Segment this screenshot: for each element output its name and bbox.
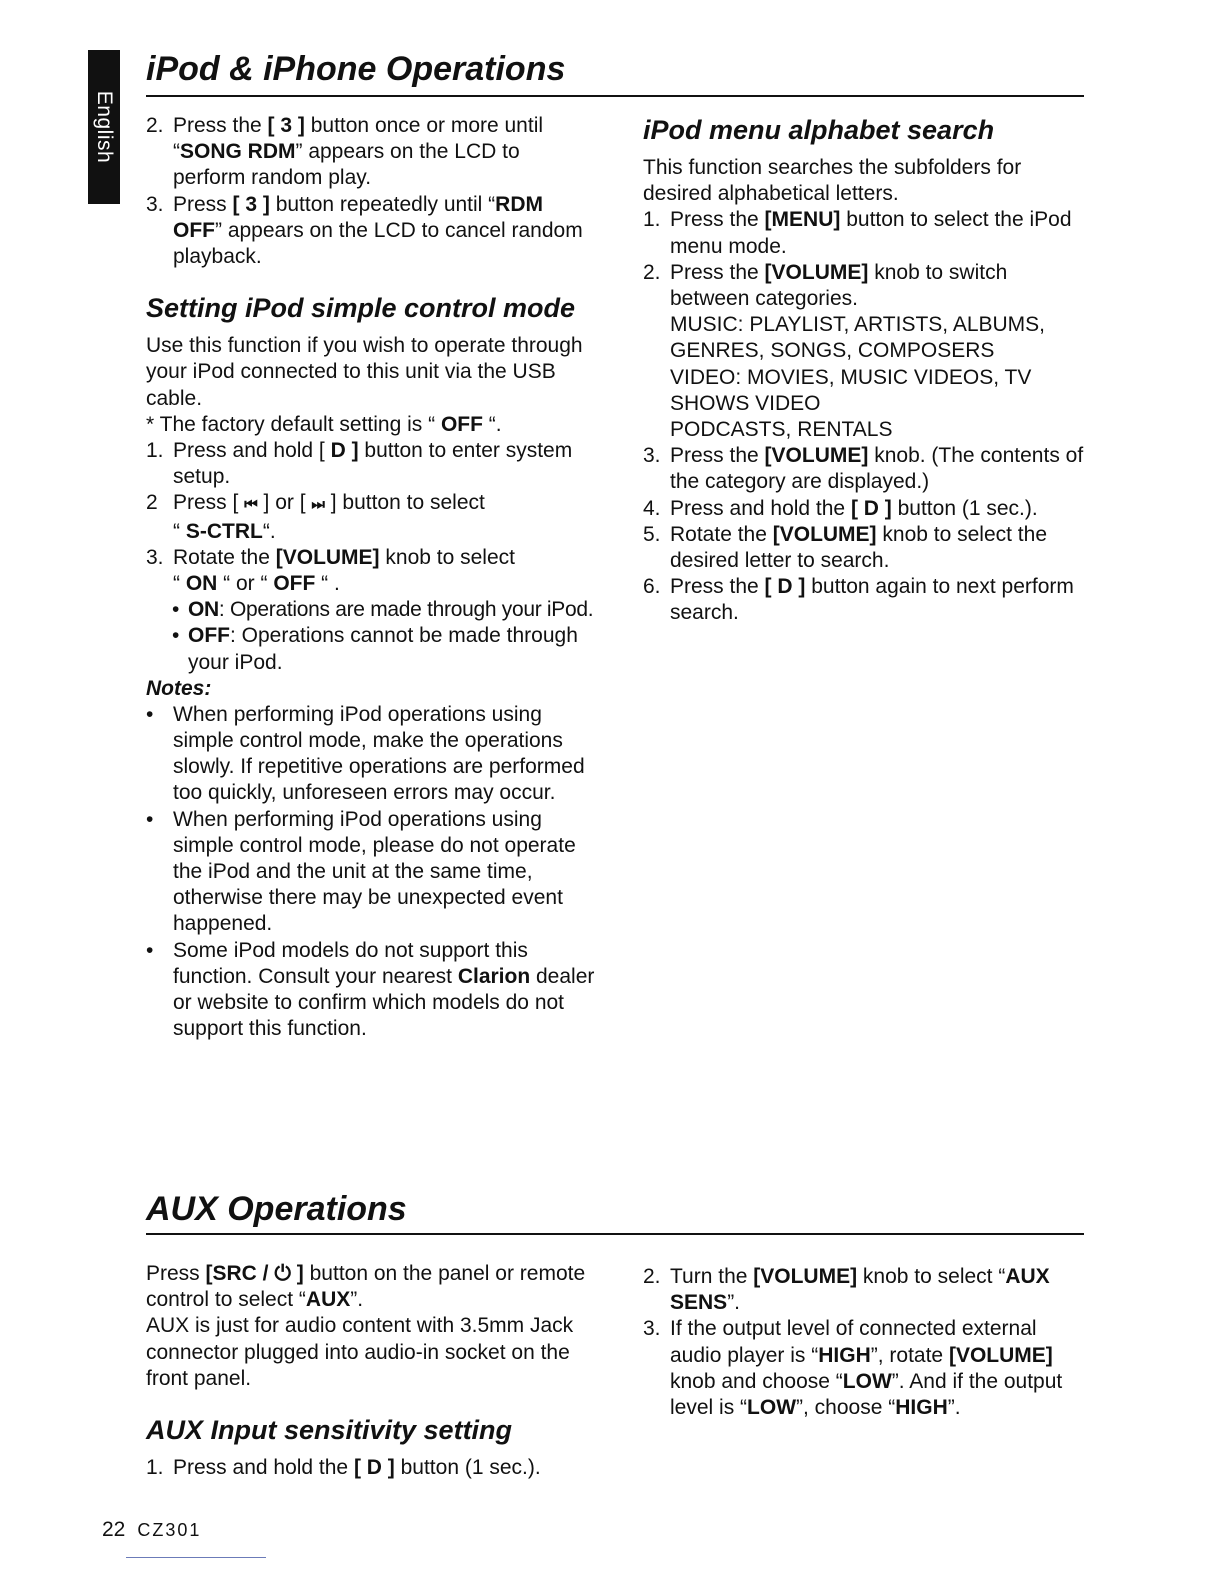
- ipod-section-title: iPod & iPhone Operations: [146, 50, 566, 88]
- alpha-step-4: 4. Press and hold the [ D ] button (1 sec.).: [643, 496, 1038, 520]
- note-1: • When performing iPod operations using simple control mode, make the operations slowly. If repetitive operations are performed too quickly, unforeseen errors may occur.: [146, 702, 585, 805]
- random-step-3: 3. Press [ 3 ] button repeatedly until “RDM OFF” appears on the LCD to cancel random playback.: [146, 192, 583, 269]
- simple-control-heading: Setting iPod simple control mode: [146, 293, 576, 324]
- model-name: CZ301: [137, 1520, 202, 1540]
- aux-jack-text: AUX is just for audio content with 3.5mm Jack connector plugged into audio-in socket on the front panel.: [146, 1314, 574, 1390]
- category-podcasts: PODCASTS, RENTALS: [670, 418, 893, 442]
- ipod-right-column: [643, 114, 1088, 627]
- simple-step-2: 2 Press [ ⏮ ] or [ ⏭ ] button to select “ S-CTRL“.: [146, 491, 485, 543]
- alpha-step-1: 1. Press the [MENU] button to select the iPod menu mode.: [643, 208, 1072, 258]
- factory-default-note: * The factory default setting is “ OFF “.: [146, 412, 502, 436]
- ipod-title-rule: [146, 95, 1084, 97]
- aux-left-column: [146, 1261, 591, 1481]
- aux-section-title: AUX Operations: [146, 1190, 407, 1228]
- aux-step-3: 3. If the output level of connected external audio player is “HIGH”, rotate [VOLUME] knob and choose “LOW”. And if the output level is “LOW”, choose “HIGH”.: [643, 1317, 1063, 1420]
- ipod-left-column: [146, 113, 596, 1043]
- alpha-step-3: 3. Press the [VOLUME] knob. (The contents of the category are displayed.): [643, 444, 1084, 494]
- aux-step-2: 2. Turn the [VOLUME] knob to select “AUX SENS”.: [643, 1265, 1050, 1315]
- aux-step-1: 1. Press and hold the [ D ] button (1 sec.).: [146, 1456, 541, 1480]
- aux-sensitivity-heading: AUX Input sensitivity setting: [146, 1415, 513, 1446]
- simple-step-3: 3. Rotate the [VOLUME] knob to select “ ON “ or “ OFF “ .: [146, 545, 515, 596]
- prev-track-icon: ⏮: [244, 496, 258, 514]
- next-track-icon: ⏭: [311, 496, 325, 514]
- alpha-step-2: 2. Press the [VOLUME] knob to switch between categories. MUSIC: PLAYLIST, ARTISTS, ALBUMS, GENRES, SONGS, COMPOSERS VIDEO: MOVIES, MUSIC VIDEOS, TV SHOWS VIDEO PODCASTS, RENTALS: [643, 260, 1088, 443]
- footer-line: [126, 1557, 266, 1558]
- page-footer: [102, 1518, 201, 1542]
- off-option: • OFF: Operations cannot be made through your iPod.: [172, 624, 578, 674]
- simple-step-1: 1. Press and hold [ D ] button to enter system setup.: [146, 439, 573, 489]
- page-number: 22: [102, 1518, 126, 1541]
- simple-control-intro: Use this function if you wish to operate through your iPod connected to this unit via the USB cable.: [146, 334, 583, 410]
- note-3: • Some iPod models do not support this function. Consult your nearest Clarion dealer or website to confirm which models do not support this function.: [146, 938, 595, 1041]
- aux-select-text: Press [SRC / ⏻ ] button on the panel or remote control to select “AUX”.: [146, 1262, 586, 1312]
- notes-heading: Notes:: [146, 676, 212, 700]
- language-tab-label: English: [93, 90, 116, 164]
- language-tab: [88, 50, 120, 204]
- alpha-step-6: 6. Press the [ D ] button again to next perform search.: [643, 575, 1074, 625]
- category-video: VIDEO: MOVIES, MUSIC VIDEOS, TV SHOWS VIDEO: [670, 365, 1032, 415]
- aux-right-column: [643, 1264, 1088, 1421]
- random-step-2: 2. Press the [ 3 ] button once or more until “SONG RDM” appears on the LCD to perform random play.: [146, 114, 544, 190]
- alphabet-search-heading: iPod menu alphabet search: [643, 115, 995, 145]
- on-option: • ON: Operations are made through your iPod.: [172, 598, 594, 622]
- alpha-step-5: 5. Rotate the [VOLUME] knob to select the desired letter to search.: [643, 522, 1048, 573]
- alphabet-search-intro: This function searches the subfolders for desired alphabetical letters.: [643, 156, 1022, 206]
- category-music: MUSIC: PLAYLIST, ARTISTS, ALBUMS, GENRES, SONGS, COMPOSERS: [670, 313, 1046, 363]
- note-2: • When performing iPod operations using simple control mode, please do not operate the iPod and the unit at the same time, otherwise there may be unexpected event happened.: [146, 807, 576, 936]
- aux-title-rule: [146, 1233, 1084, 1235]
